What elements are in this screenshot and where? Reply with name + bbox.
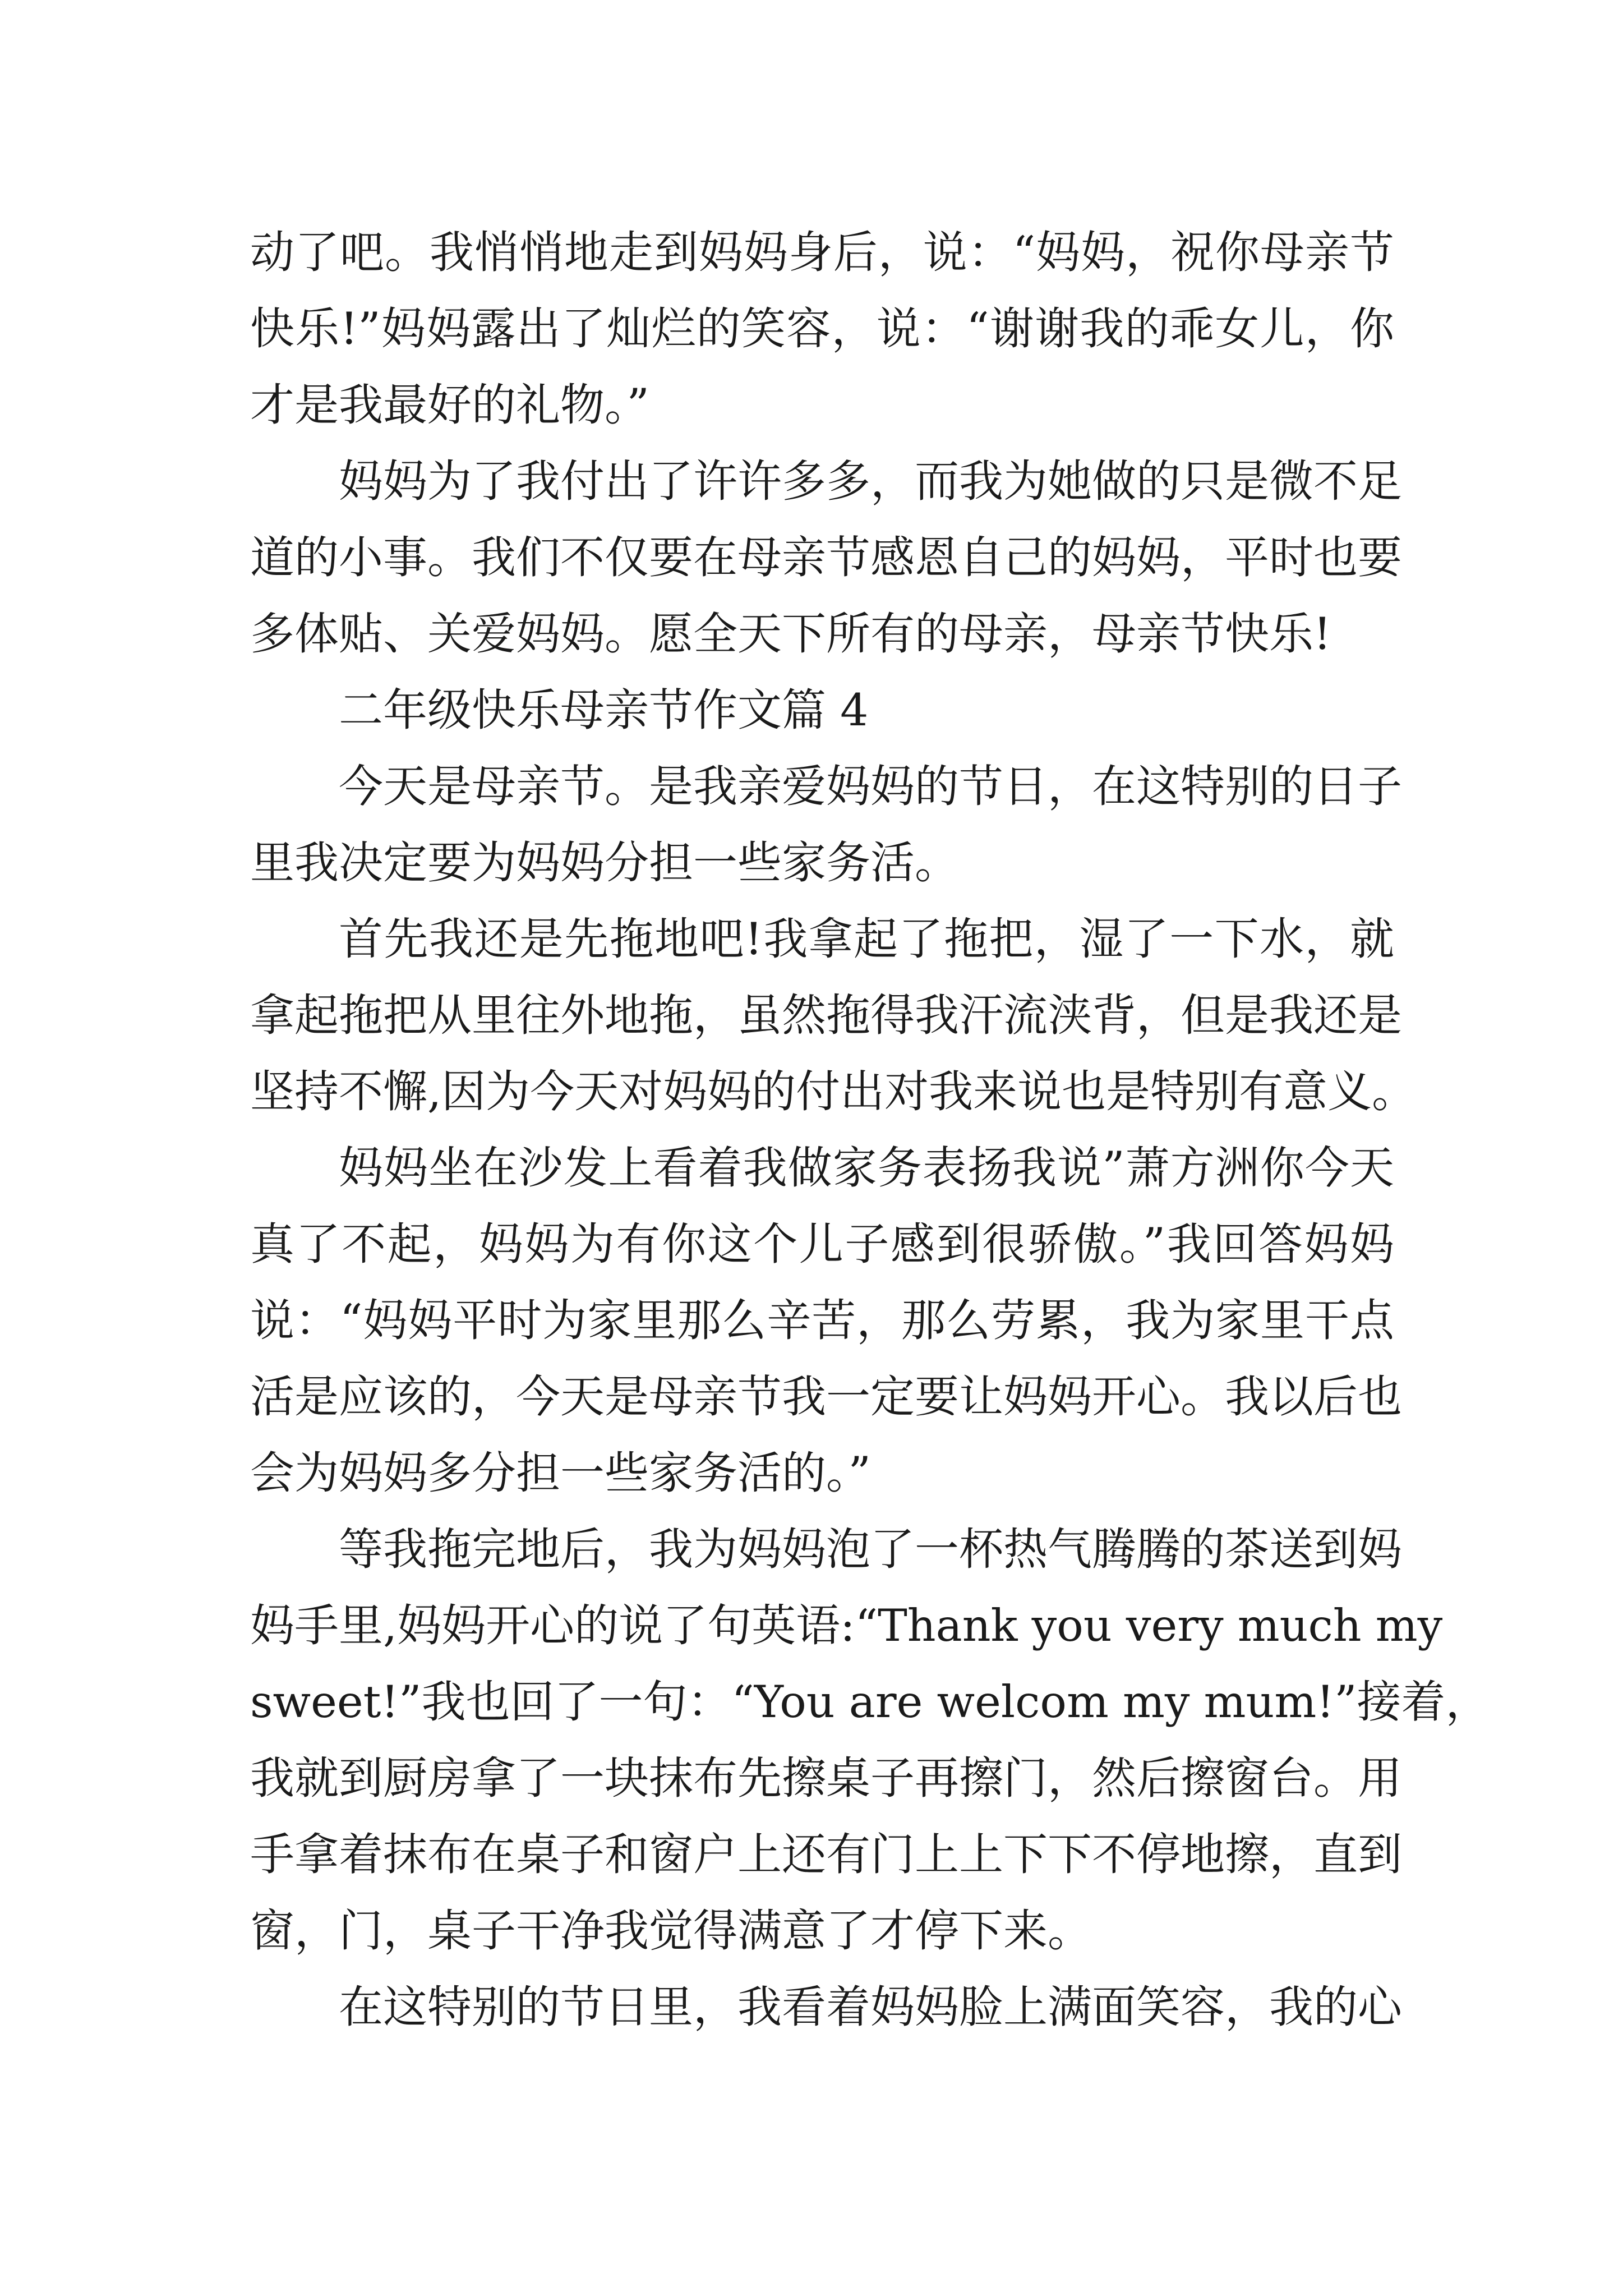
text-line: 我就到厨房拿了一块抹布先擦桌子再擦门，然后擦窗台。用 bbox=[250, 1752, 1402, 1804]
text-line: 妈妈坐在沙发上看着我做家务表扬我说”萧方洲你今天 bbox=[339, 1142, 1394, 1194]
text-line: 里我决定要为妈妈分担一些家务活。 bbox=[250, 837, 959, 889]
text-line: 道的小事。我们不仅要在母亲节感恩自己的妈妈，平时也要 bbox=[250, 532, 1402, 583]
text-line: 首先我还是先拖地吧!我拿起了拖把，湿了一下水，就 bbox=[339, 913, 1394, 965]
text-line: 妈妈为了我付出了许许多多，而我为她做的只是微不足 bbox=[339, 455, 1402, 507]
text-line: 在这特别的节日里，我看着妈妈脸上满面笑容，我的心 bbox=[339, 1981, 1402, 2033]
text-line: 会为妈妈多分担一些家务活的。” bbox=[250, 1447, 871, 1499]
text-line: 二年级快乐母亲节作文篇 4 bbox=[339, 684, 869, 736]
text-line: 拿起拖把从里往外地拖，虽然拖得我汗流浃背，但是我还是 bbox=[250, 990, 1402, 1041]
text-line: 活是应该的，今天是母亲节我一定要让妈妈开心。我以后也 bbox=[250, 1371, 1402, 1423]
text-line: 手拿着抹布在桌子和窗户上还有门上上下下不停地擦，直到 bbox=[250, 1829, 1402, 1880]
text-line: 动了吧。我悄悄地走到妈妈身后，说：“妈妈，祝你母亲节 bbox=[250, 227, 1394, 278]
text-line: 快乐!”妈妈露出了灿烂的笑容，说：“谢谢我的乖女儿，你 bbox=[250, 303, 1394, 355]
text-line: 窗，门，桌子干净我觉得满意了才停下来。 bbox=[250, 1905, 1092, 1957]
text-line: 真了不起，妈妈为有你这个儿子感到很骄傲。”我回答妈妈 bbox=[250, 1218, 1394, 1270]
text-line: 等我拖完地后，我为妈妈泡了一杯热气腾腾的茶送到妈 bbox=[339, 1524, 1402, 1575]
text-line: 坚持不懈,因为今天对妈妈的付出对我来说也是特别有意义。 bbox=[250, 1066, 1417, 1117]
text-line: sweet!”我也回了一句：“You are welcom my mum!”接着， bbox=[250, 1676, 1490, 1728]
text-line: 多体贴、关爱妈妈。愿全天下所有的母亲，母亲节快乐! bbox=[250, 608, 1331, 660]
text-line: 今天是母亲节。是我亲爱妈妈的节日，在这特别的日子 bbox=[339, 761, 1402, 812]
text-line: 才是我最好的礼物。” bbox=[250, 379, 649, 431]
text-line: 说：“妈妈平时为家里那么辛苦，那么劳累，我为家里干点 bbox=[250, 1295, 1394, 1346]
text-line: 妈手里,妈妈开心的说了句英语:“Thank you very much my bbox=[250, 1600, 1443, 1651]
document-body bbox=[250, 214, 1490, 2045]
